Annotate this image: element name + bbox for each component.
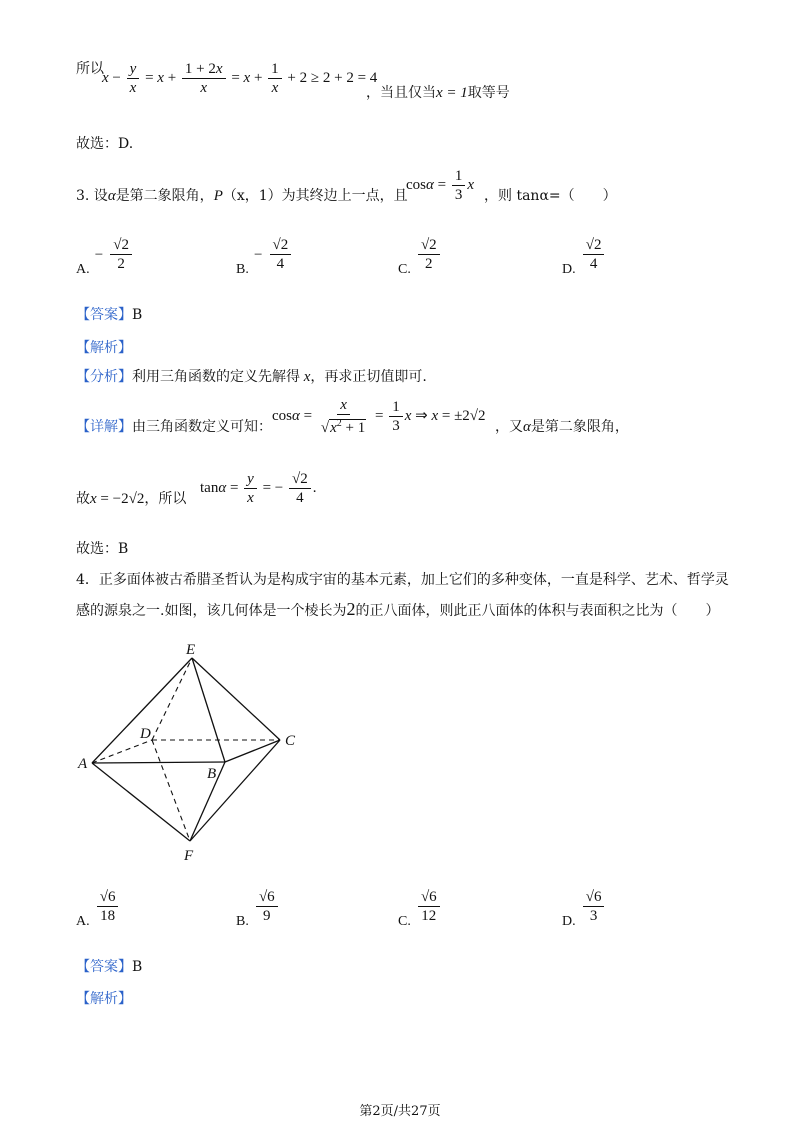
q3-answer	[76, 306, 142, 324]
cos-equation: cosα = $\frac{1}{3}$ x	[406, 168, 475, 203]
choice-c[interactable]	[398, 888, 442, 929]
suoyi-text: ，所以	[144, 491, 187, 507]
xiangjie-equation: cosα = $\frac{x}{√x^2 + 1}$ = $\frac{1}{3}$ x ⇒ x = ±2√2	[272, 397, 486, 436]
q4-text-b: 的正八面体，则此正八面体的体积与表面积之比为（ ）	[355, 603, 720, 619]
q4-answer	[76, 958, 142, 976]
choice-label: A.	[76, 262, 90, 277]
suffix-text: ，当且仅当	[366, 85, 436, 101]
choice-label: B.	[236, 914, 249, 929]
choice-label: D.	[562, 914, 576, 929]
answer-value: B	[132, 307, 143, 323]
prefix-text: 所以	[76, 61, 104, 77]
q3-xiangjie	[76, 418, 272, 436]
page-footer: 第2页/共27页	[359, 1104, 441, 1119]
solution-line-1-tail	[366, 84, 510, 102]
edge-AB	[92, 762, 225, 763]
choice-denominator: 2	[425, 256, 433, 272]
choice-c[interactable]	[398, 236, 442, 277]
xiangjie-text: 由三角函数定义可知：	[132, 419, 272, 435]
edge-DE	[152, 658, 192, 740]
q4-edge-length: 2	[346, 599, 356, 619]
vertex-label-B: B	[207, 766, 217, 782]
alpha-symbol: α	[523, 419, 531, 435]
solution-line-1	[76, 60, 104, 78]
question-3-stem	[76, 187, 408, 205]
choice-label: D.	[562, 262, 576, 277]
choice-denominator: 18	[100, 908, 116, 924]
gu-text: 故	[76, 491, 90, 507]
q4-analysis-tag: 【解析】	[76, 991, 132, 1007]
q4-stem-line-1: 4．正多面体被古希腊圣哲认为是构成宇宙的基本元素，加上它们的多种变体，一直是科学、艺术、哲学灵	[76, 572, 729, 588]
q3-point: （x，1）为其终边上一点，且	[222, 188, 408, 204]
choice-numerator: √6	[583, 888, 605, 907]
q3-analysis-tag: 【解析】	[76, 340, 132, 356]
choice-sign: −	[253, 247, 263, 263]
q3-tail: ，则 tanα=（ ）	[484, 188, 617, 204]
octahedron-figure	[70, 638, 330, 868]
xiangjie-tail-text-2: 是第二象限角，	[530, 419, 629, 435]
condition-text: x = 1	[436, 85, 468, 101]
answer-tag: 【答案】	[76, 307, 132, 323]
vertex-label-C: C	[285, 733, 296, 749]
q3-fenxi: 【分析】利用三角函数的定义先解得 x，再求正切值即可.	[76, 369, 427, 385]
choice-denominator: 2	[117, 256, 125, 272]
choice-numerator: √6	[97, 888, 119, 907]
choice-sign: −	[94, 247, 104, 263]
vertex-label-F: F	[184, 848, 194, 864]
choice-label: B.	[236, 262, 249, 277]
choice-a[interactable]	[76, 236, 134, 277]
choice-denominator: 4	[276, 256, 285, 272]
choice-b[interactable]	[236, 236, 293, 277]
choice-numerator: √6	[256, 888, 278, 907]
choice-d[interactable]	[562, 888, 606, 929]
vertex-label-D: D	[140, 726, 151, 742]
q3-end: 故选：B	[76, 541, 129, 557]
edge-AD	[92, 740, 152, 763]
edge-EA	[92, 658, 192, 763]
choice-numerator: √2	[418, 236, 440, 255]
tail-text: 取等号	[467, 85, 510, 101]
choice-a[interactable]	[76, 888, 120, 929]
q4-stem-line-2	[76, 600, 719, 620]
q4-text-a: 感的源泉之一.如图，该几何体是一个棱长为	[76, 603, 347, 619]
point-label: P	[213, 188, 223, 204]
fenxi-text: 利用三角函数的定义先解得	[132, 369, 300, 385]
q3-prefix: 3. 设	[76, 188, 108, 204]
conclusion-line: 故选：D.	[76, 136, 134, 152]
edge-CF	[190, 740, 280, 841]
choice-label: C.	[398, 914, 411, 929]
choice-numerator: √2	[110, 236, 132, 255]
vertex-label-A: A	[78, 756, 88, 772]
choice-numerator: √2	[583, 236, 605, 255]
q4-choices	[76, 888, 716, 936]
fenxi-tag: 【分析】	[76, 369, 132, 385]
xiangjie-tag: 【详解】	[76, 419, 132, 435]
choice-numerator: √6	[418, 888, 440, 907]
answer-tag: 【答案】	[76, 959, 132, 975]
edge-BC	[225, 740, 280, 762]
choice-denominator: 9	[263, 908, 271, 924]
answer-value: B	[132, 959, 143, 975]
choice-label: C.	[398, 262, 411, 277]
xiangjie-tail	[495, 418, 629, 436]
q3-mid: 是第二象限角，	[115, 188, 214, 204]
choice-numerator: √2	[270, 236, 292, 255]
choice-denominator: 12	[421, 908, 437, 924]
alpha-symbol: α	[107, 188, 116, 204]
choice-b[interactable]	[236, 888, 280, 929]
fenxi-tail: ，再求正切值即可.	[310, 369, 427, 385]
equation-1: x − $\frac{y}{x}$ = x + $\frac{1 + 2x}{x}$ = x + $\frac{1}{x}$ + 2 ≥ 2 + 2 = 4	[102, 61, 378, 96]
choice-label: A.	[76, 914, 90, 929]
tan-equation: tanα = $\frac{y}{x}$ = − $\frac{√2}{4}$ .	[200, 471, 317, 506]
xiangjie-tail-text: ，又	[495, 419, 523, 435]
choice-denominator: 3	[589, 908, 598, 924]
q3-gu: 故x = −2√2，所以	[76, 491, 187, 507]
vertex-label-E: E	[186, 642, 196, 658]
choice-denominator: 4	[589, 256, 598, 272]
q3-choices	[76, 236, 716, 284]
choice-d[interactable]	[562, 236, 606, 277]
